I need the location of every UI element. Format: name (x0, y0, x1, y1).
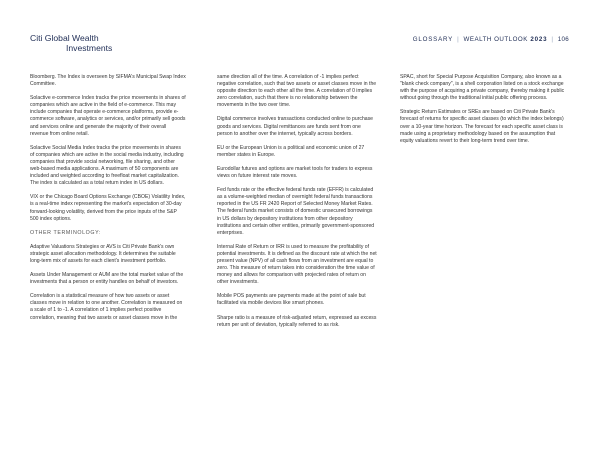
brand-subname: Investments (66, 43, 113, 53)
publication-title: WEALTH OUTLOOK (463, 36, 528, 43)
glossary-entry: Digital commerce involves transactions conducted online to purchase goods and services. Digital remittances are funds sent from one person to another over the internet, typically across borders. (217, 116, 374, 137)
glossary-entry: VIX or the Chicago Board Options Exchange (CBOE) Volatility Index, is a real-time index representing the market's expectation of 30-day forward-looking volatility, derived from the price inputs of the S&P 500 index options. (30, 194, 186, 222)
citi-global-wealth-logo (30, 33, 112, 53)
glossary-entry: Strategic Return Estimates or SREs are based on Citi Private Bank's forecast of returns for specific asset classes (to which the index belongs) over a 10-year time horizon. The forecast for each specific asset class is made using a proprietary methodology based on the assumption that equity valuations revert to their long-term trend over time. (400, 109, 564, 144)
glossary-entry: Sharpe ratio is a measure of risk-adjusted return, expressed as excess return per unit of deviation, typically referred to as risk. (217, 314, 377, 328)
page-header (413, 36, 569, 43)
glossary-entry: same direction all of the time. A correlation of -1 implies perfect negative correlation, such that two assets or asset classes move in the opposite direction to each other all the time. A correlation of 0 implies zero correlation, such that there is no relationship between the movements in the two over time. (217, 74, 377, 109)
brand-name: Citi Global Wealth (30, 33, 99, 43)
glossary-entry: Solactive e-commerce Index tracks the price movements in shares of companies which are active in the field of e-commerce. This may include companies that operate e-commerce platforms, provide e-commerce software, analytics or services, and/or primarily sell goods and services online and generate the majority of their overall revenue from online retail. (30, 95, 186, 137)
page-number: 106 (557, 36, 569, 43)
glossary-entry: Correlation is a statistical measure of how two assets or asset classes move in relation to one another. Correlation is measured on a scale of 1 to -1. A correlation of 1 implies perfect positive correlation, meaning that two assets or asset classes move in the (30, 293, 183, 321)
glossary-column-2 (217, 74, 377, 336)
glossary-entry: Internal Rate of Return or IRR is used to measure the profitability of potential investments. It is defined as the discount rate at which the net present value (NPV) of all cash flows from an investment are equal to zero. This measure of return takes into consideration the time value of money and allows for comparison with projected rates of return on other investments. (217, 243, 377, 286)
glossary-entry: Adaptive Valuations Strategies or AVS is Citi Private Bank's own strategic asset allocation methodology. It determines the suitable long-term mix of assets for each client's investment portfolio. (30, 243, 176, 264)
glossary-column-3 (400, 74, 568, 152)
glossary-entry: Fed funds rate or the effective federal funds rate (EFFR) is calculated as a volume-weighted median of overnight federal funds transactions reported in the US FR 2420 Report of Selected Money Market Rates. The federal funds market consists of domestic unsecured borrowings in US dollars by depository institutions from other depository institutions and certain other entities, primarily government-sponsored enterprises. (217, 187, 375, 236)
glossary-column-1 (30, 74, 186, 329)
glossary-entry: Bloomberg. The Index is overseen by SIFMA's Municipal Swap Index Committee. (30, 74, 186, 88)
glossary-entry: Solactive Social Media Index tracks the price movements in shares of companies which are active in the social media industry, including companies that provide social networking, file sharing, and other web-based media applications. A maximum of 50 components are included and weighted according to freefloat market capitalization. The index is calculated as a total return index in US dollars. (30, 144, 184, 187)
other-terminology-heading: OTHER TERMINOLOGY: (30, 229, 102, 236)
header-separator: | (551, 36, 554, 43)
header-separator: | (457, 36, 460, 43)
publication-year: 2023 (530, 36, 548, 43)
glossary-entry: SPAC, short for Special Purpose Acquisition Company, also known as a "blank check company", is a shell corporation listed on a stock exchange with the purpose of acquiring a private company, thereby making it public without going through the traditional initial public offering process. (400, 74, 565, 102)
glossary-entry: Eurodollar futures and options are market tools for traders to express views on future interest rate moves. (217, 165, 373, 180)
section-label: GLOSSARY (412, 36, 454, 43)
glossary-entry: EU or the European Union is a political and economic union of 27 member states in Europe. (217, 144, 365, 158)
glossary-entry: Assets Under Management or AUM are the total market value of the investments that a person or entity handles on behalf of investors. (30, 272, 184, 286)
glossary-entry: Mobile POS payments are payments made at the point of sale but facilitated via mobile devices like smart phones. (217, 293, 366, 307)
